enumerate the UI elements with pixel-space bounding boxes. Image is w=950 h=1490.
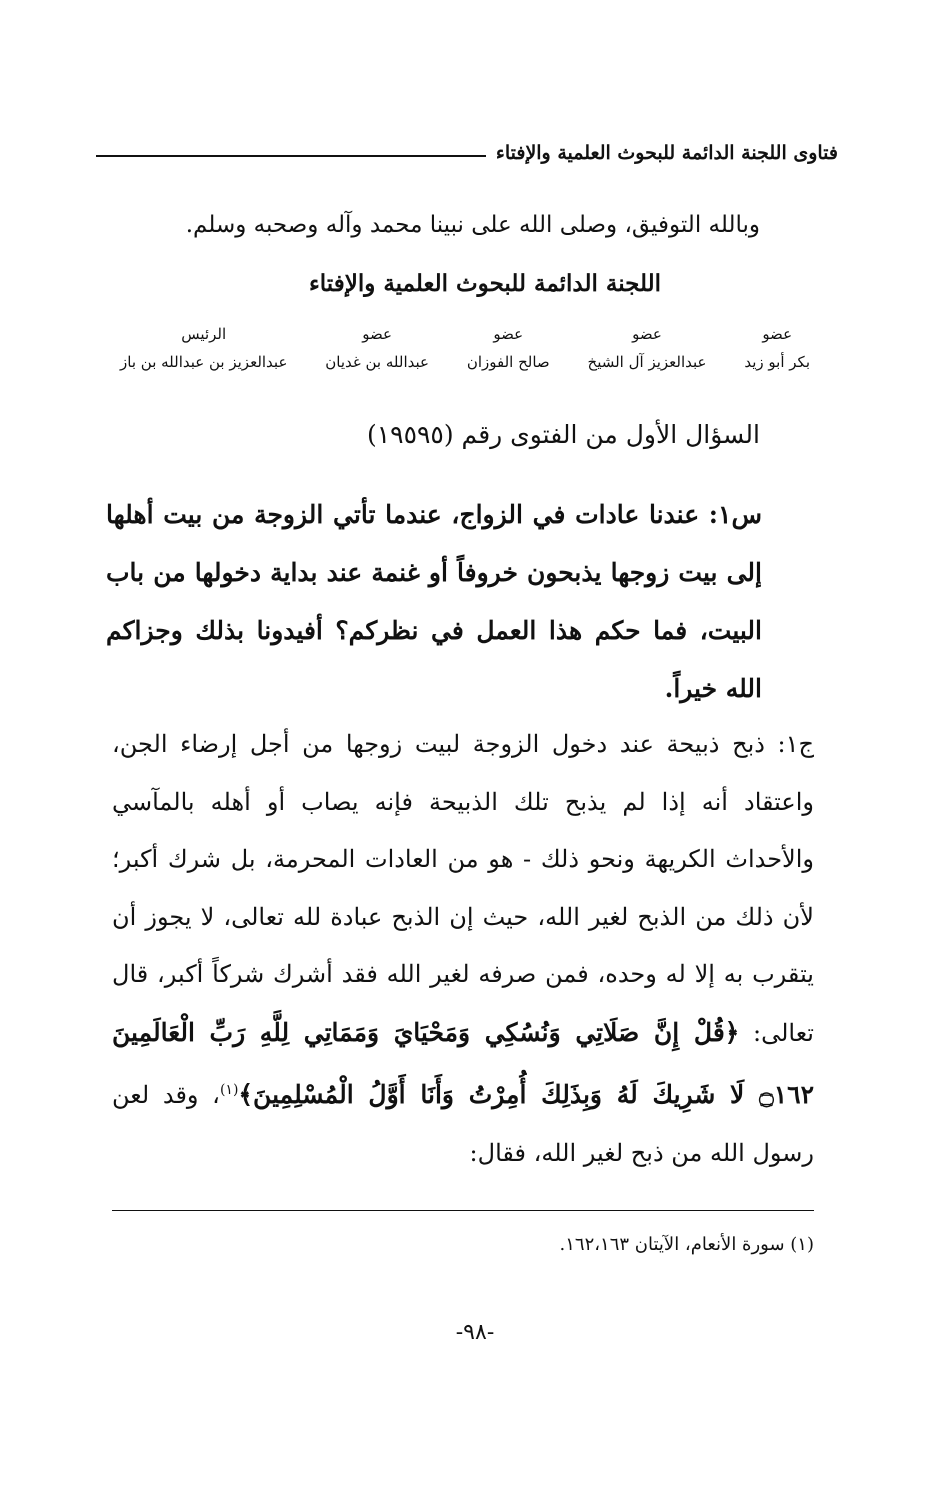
signatory: [588, 320, 707, 376]
signatory-name: عبدالعزيز آل الشيخ: [587, 353, 707, 371]
header-rule: [96, 155, 486, 157]
closing-line: وبالله التوفيق، وصلى الله على نبينا محمد وآله وصحبه وسلم.: [185, 212, 760, 238]
signatory-role: عضو: [362, 325, 392, 343]
signatory-name: بكر أبو زيد: [744, 353, 810, 371]
page-number: -٩٨-: [455, 1320, 495, 1345]
running-header: [96, 134, 838, 164]
signatory: [467, 320, 550, 376]
answer-paragraph: [112, 716, 814, 1182]
signatory: [325, 320, 429, 376]
footnote: (١) سورة الأنعام، الآيتان ١٦٢،١٦٣.: [559, 1234, 814, 1255]
signatory-role: عضو: [632, 325, 662, 343]
question-text: س١: عندنا عادات في الزواج، عندما تأتي الزوجة من بيت أهلها إلى بيت زوجها يذبحون خروفاً أو غنمة عند بداية دخولها من باب البيت، فما حكم هذا العمل في نظركم؟ أفيدونا بذلك وجزاكم الله خيراً.: [106, 500, 762, 703]
header-title: فتاوى اللجنة الدائمة للبحوث العلمية والإفتاء: [495, 142, 838, 164]
signatory-name: عبدالله بن غديان: [325, 353, 429, 371]
committee-name: اللجنة الدائمة للبحوث العلمية والإفتاء: [308, 270, 662, 297]
footnote-marker: (١): [219, 1082, 239, 1098]
question-title: السؤال الأول من الفتوى رقم (١٩٥٩٥): [366, 420, 760, 449]
signatory-role: الرئيس: [181, 325, 227, 343]
quran-verse: ﴿قُلْ إِنَّ صَلَاتِي وَنُسُكِي وَمَحْيَايَ وَمَمَاتِي لِلَّهِ رَبِّ الْعَالَمِينَ ۝١٦٢ لَا شَرِيكَ لَهُ وَبِذَلِكَ أُمِرْتُ وَأَنَا أَوَّلُ الْمُسْلِمِينَ﴾: [112, 1017, 814, 1109]
signatory-role: عضو: [493, 325, 524, 343]
signatories: [120, 320, 810, 376]
answer-continuation: ، وقد لعن رسول الله من ذبح لغير الله، فقال:: [112, 1081, 814, 1167]
signatory: [744, 320, 810, 376]
signatory-role: عضو: [762, 325, 793, 343]
footnote-rule: [112, 1210, 814, 1211]
answer-text: ج١: ذبح ذبيحة عند دخول الزوجة لبيت زوجها من أجل إرضاء الجن، واعتقاد أنه إذا لم يذبح تلك الذبيحة فإنه يصاب أو أهله بالمآسي والأحداث الكريهة ونحو ذلك - هو من العادات المحرمة، بل شرك أكبر؛ لأن ذلك من الذبح لغير الله، حيث إن الذبح عبادة لله تعالى، لا يجوز أن يتقرب به إلا له وحده، فمن صرفه لغير الله فقد أشرك شركاً أكبر، قال تعالى:: [112, 730, 814, 1047]
signatory-name: صالح الفوزان: [466, 353, 550, 371]
signatory-name: عبدالعزيز بن عبدالله بن باز: [120, 353, 288, 371]
signatory-president: [120, 320, 287, 376]
